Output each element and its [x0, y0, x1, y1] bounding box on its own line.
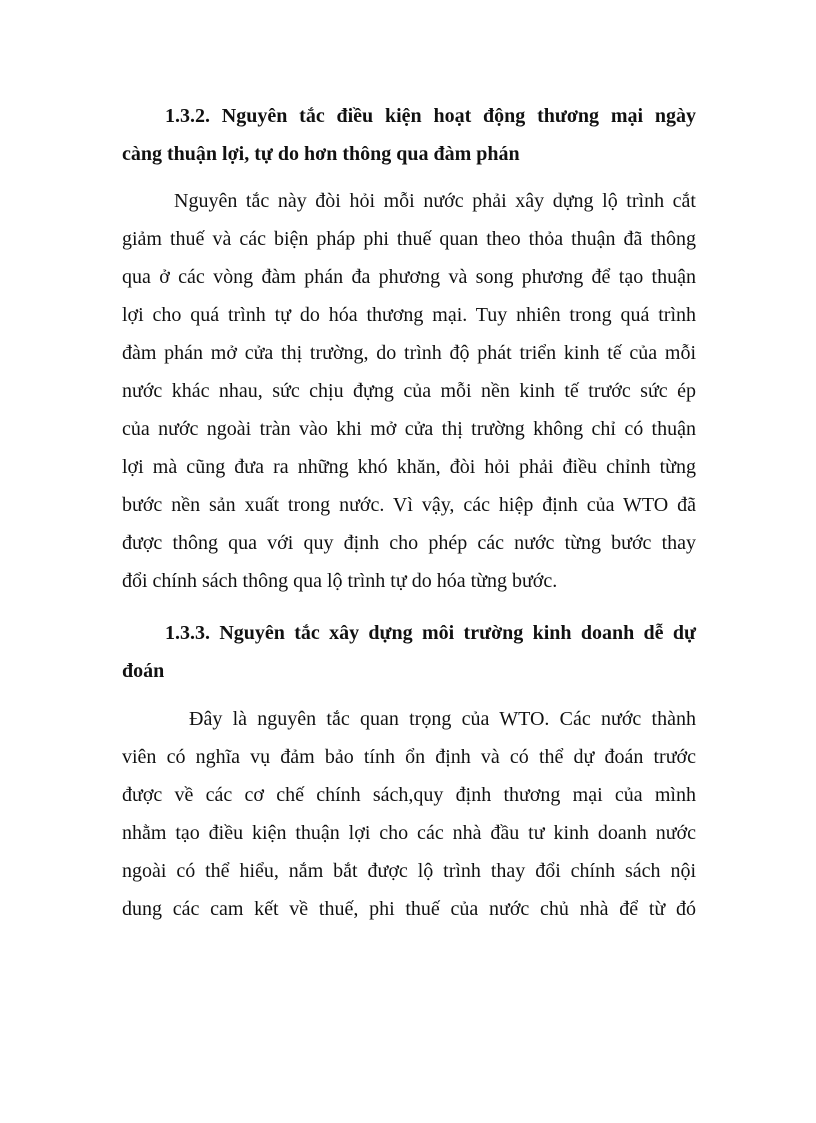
paragraph-line: Nguyên tắc này đòi hỏi mỗi nước phải xây dựng lộ trình cắt [174, 190, 696, 212]
heading-line: đoán [122, 660, 165, 682]
heading-line: 1.3.3. Nguyên tắc xây dựng môi trường kinh doanh dễ dự [165, 622, 696, 644]
paragraph-line: bước nền sản xuất trong nước. Vì vậy, các hiệp định của WTO đã [122, 494, 696, 516]
section-heading-1-3-2 [122, 97, 696, 173]
heading-line: 1.3.2. Nguyên tắc điều kiện hoạt động thương mại ngày [165, 105, 696, 127]
paragraph-line: dung các cam kết về thuế, phi thuế của nước chủ nhà để từ đó [122, 898, 696, 920]
paragraph-line: Đây là nguyên tắc quan trọng của WTO. Các nước thành [189, 708, 696, 730]
paragraph-line: giảm thuế và các biện pháp phi thuế quan theo thỏa thuận đã thông [122, 228, 696, 250]
paragraph-line: được về các cơ chế chính sách,quy định thương mại của mình [122, 784, 696, 806]
paragraph-1-3-2 [122, 182, 696, 600]
paragraph-line: ngoài có thể hiểu, nắm bắt được lộ trình thay đổi chính sách nội [122, 860, 696, 882]
heading-line: càng thuận lợi, tự do hơn thông qua đàm phán [122, 143, 520, 165]
paragraph-line: được thông qua với quy định cho phép các nước từng bước thay [122, 532, 696, 554]
paragraph-line: qua ở các vòng đàm phán đa phương và song phương để tạo thuận [122, 266, 696, 288]
section-heading-1-3-3 [122, 614, 696, 690]
paragraph-line: lợi mà cũng đưa ra những khó khăn, đòi hỏi phải điều chỉnh từng [122, 456, 696, 478]
paragraph-line: của nước ngoài tràn vào khi mở cửa thị trường không chỉ có thuận [122, 418, 696, 440]
paragraph-line: nước khác nhau, sức chịu đựng của mỗi nền kinh tế trước sức ép [122, 380, 696, 402]
paragraph-1-3-3 [122, 700, 696, 928]
paragraph-line: đàm phán mở cửa thị trường, do trình độ phát triển kinh tế của mỗi [122, 342, 696, 364]
paragraph-line: nhằm tạo điều kiện thuận lợi cho các nhà đầu tư kinh doanh nước [122, 822, 696, 844]
paragraph-line: lợi cho quá trình tự do hóa thương mại. Tuy nhiên trong quá trình [122, 304, 696, 326]
paragraph-line: viên có nghĩa vụ đảm bảo tính ổn định và có thể dự đoán trước [122, 746, 696, 768]
document-page [122, 97, 696, 928]
paragraph-line: đổi chính sách thông qua lộ trình tự do hóa từng bước. [122, 570, 558, 592]
